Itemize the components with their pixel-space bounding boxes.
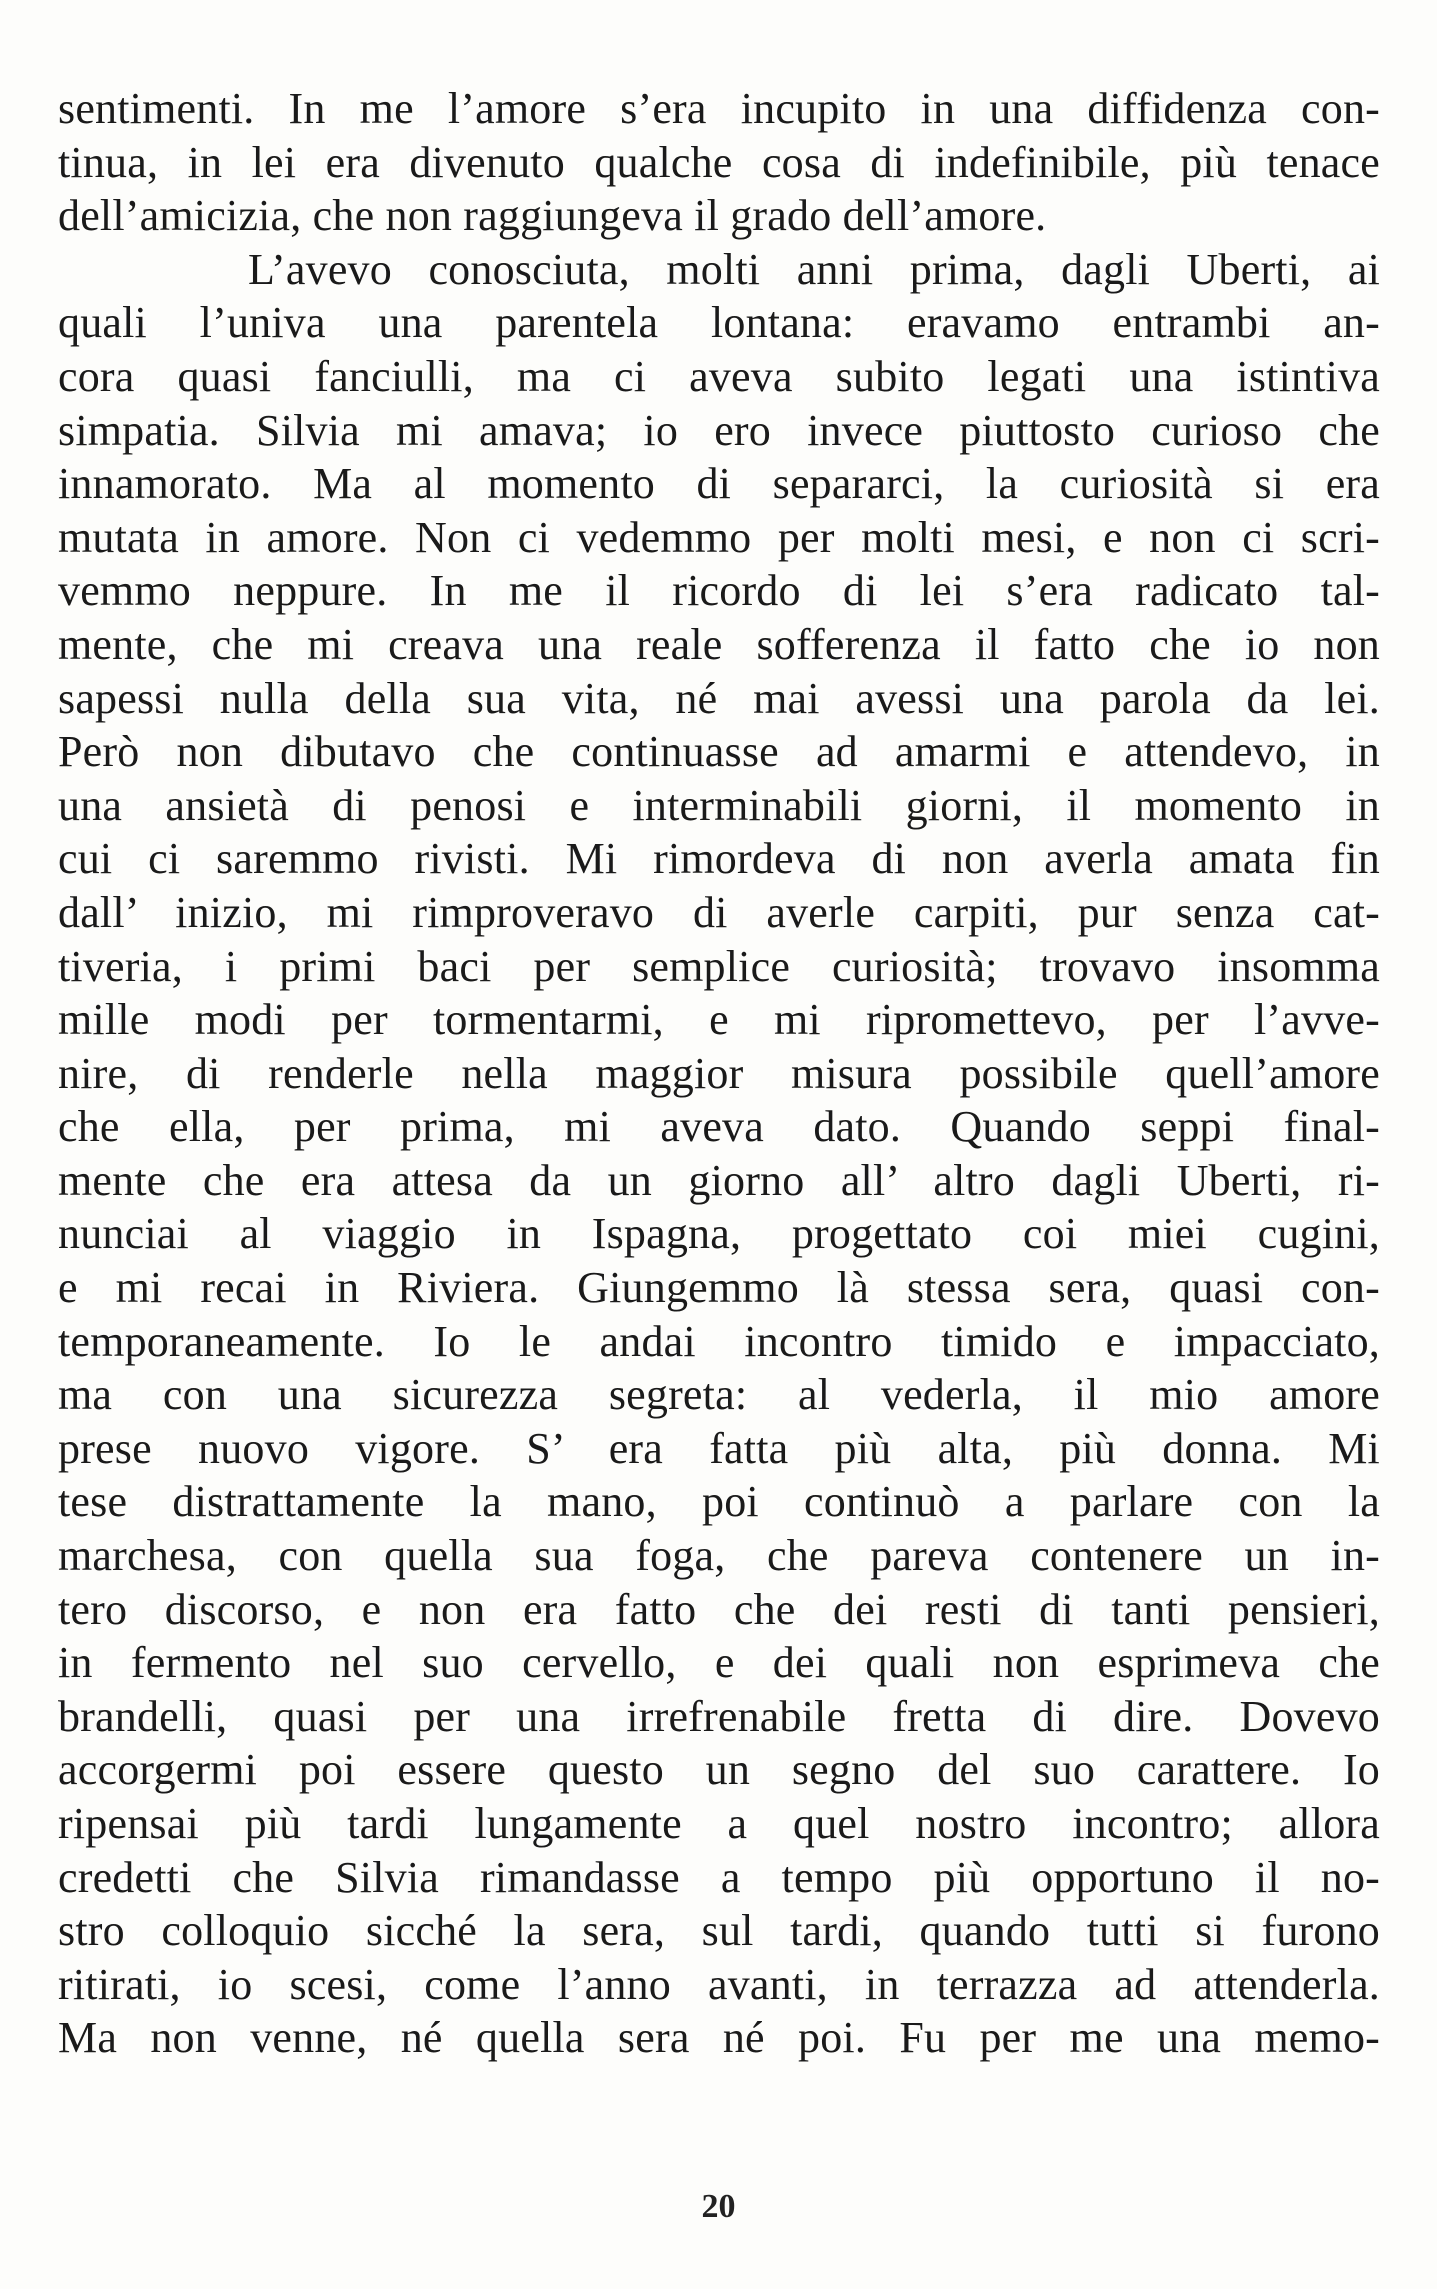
text-line-35: stro colloquio sicché la sera, sul tardi, quando tutti si furono: [58, 1906, 1380, 1956]
body-text: [58, 82, 1380, 2065]
text-line-28: marchesa, con quella sua foga, che pareva contenere un in-: [58, 1531, 1380, 1581]
text-line-17: tiveria, i primi baci per semplice curiosità; trovavo insomma: [58, 941, 1380, 991]
text-line-36: ritirati, io scesi, come l’anno avanti, in terrazza ad attenderla.: [58, 1959, 1380, 2009]
text-line-1: sentimenti. In me l’amore s’era incupito in una diffidenza con-: [58, 84, 1380, 133]
text-line-32: accorgermi poi essere questo un segno del suo carattere. Io: [58, 1745, 1380, 1795]
page-number: 20: [701, 2188, 736, 2225]
text-line-26: prese nuovo vigore. S’ era fatta più alta, più donna. Mi: [58, 1423, 1380, 1473]
text-line-23: e mi recai in Riviera. Giungemmo là stessa sera, quasi con-: [58, 1263, 1380, 1313]
text-line-13: Però non dibutavo che continuasse ad amarmi e attendevo, in: [58, 727, 1380, 777]
text-line-27: tese distrattamente la mano, poi continuò a parlare con la: [58, 1477, 1380, 1527]
text-line-19: nire, di renderle nella maggior misura possibile quell’amore: [58, 1048, 1380, 1098]
text-line-24: temporaneamente. Io le andai incontro timido e impacciato,: [58, 1316, 1380, 1366]
text-line-34: credetti che Silvia rimandasse a tempo più opportuno il no-: [58, 1852, 1380, 1902]
text-line-11: mente, che mi creava una reale sofferenza il fatto che io non: [58, 619, 1380, 669]
text-line-2: tinua, in lei era divenuto qualche cosa di indefinibile, più tenace: [58, 137, 1380, 187]
text-line-22: nunciai al viaggio in Ispagna, progettato coi miei cugini,: [58, 1209, 1380, 1259]
text-line-30: in fermento nel suo cervello, e dei quali non esprimeva che: [58, 1638, 1380, 1688]
text-line-4: L’avevo conosciuta, molti anni prima, dagli Uberti, ai: [248, 244, 1380, 294]
text-line-29: tero discorso, e non era fatto che dei resti di tanti pensieri,: [58, 1584, 1380, 1634]
text-line-8: innamorato. Ma al momento di separarci, la curiosità si era: [58, 459, 1380, 509]
text-line-18: mille modi per tormentarmi, e mi ripromettevo, per l’avve-: [58, 995, 1380, 1045]
text-line-25: ma con una sicurezza segreta: al vederla, il mio amore: [58, 1370, 1380, 1420]
text-line-3: dell’amicizia, che non raggiungeva il grado dell’amore.: [58, 191, 1047, 241]
text-line-14: una ansietà di penosi e interminabili giorni, il momento in: [58, 780, 1380, 830]
text-line-33: ripensai più tardi lungamente a quel nostro incontro; allora: [58, 1799, 1380, 1848]
text-line-6: cora quasi fanciulli, ma ci aveva subito legati una istintiva: [58, 351, 1380, 401]
text-line-12: sapessi nulla della sua vita, né mai avessi una parola da lei.: [58, 673, 1380, 723]
text-line-21: mente che era attesa da un giorno all’ altro dagli Uberti, ri-: [58, 1155, 1380, 1205]
text-line-20: che ella, per prima, mi aveva dato. Quando seppi final-: [58, 1102, 1380, 1152]
text-line-5: quali l’univa una parentela lontana: eravamo entrambi an-: [58, 298, 1380, 348]
text-line-9: mutata in amore. Non ci vedemmo per molti mesi, e non ci scri-: [58, 512, 1380, 562]
text-line-7: simpatia. Silvia mi amava; io ero invece piuttosto curioso che: [58, 405, 1380, 455]
text-line-16: dall’ inizio, mi rimproveravo di averle carpiti, pur senza cat-: [58, 887, 1380, 937]
text-line-10: vemmo neppure. In me il ricordo di lei s’era radicato tal-: [58, 566, 1380, 616]
text-line-37: Ma non venne, né quella sera né poi. Fu per me una memo-: [58, 2013, 1380, 2063]
text-line-31: brandelli, quasi per una irrefrenabile fretta di dire. Dovevo: [58, 1691, 1380, 1741]
text-line-15: cui ci saremmo rivisti. Mi rimordeva di non averla amata fin: [58, 834, 1380, 884]
